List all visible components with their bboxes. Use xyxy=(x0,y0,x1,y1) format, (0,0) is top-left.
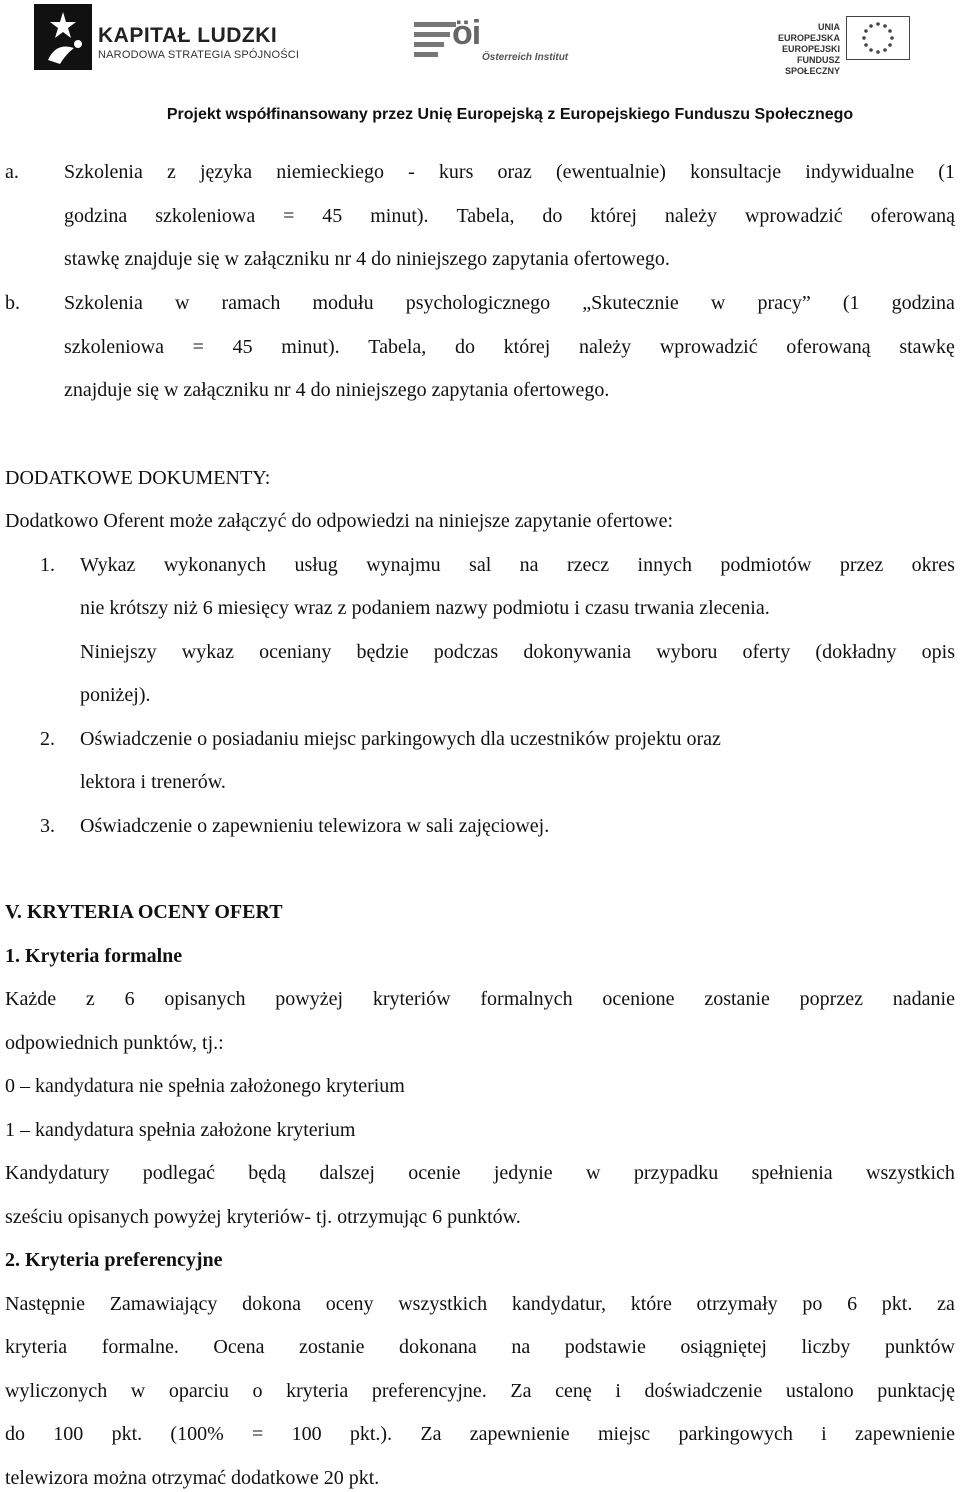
text-line: odpowiednich punktów, tj.: xyxy=(5,1032,224,1054)
text-line: lektora i trenerów. xyxy=(80,771,226,793)
text-line: poniżej). xyxy=(80,684,151,706)
text-line: sześciu opisanych powyżej kryteriów- tj. otrzymując 6 punktów. xyxy=(5,1206,521,1228)
text-line: Oświadczenie o posiadaniu miejsc parkingowych dla uczestników projektu oraz xyxy=(80,728,721,750)
justified-line: do 100 pkt. (100% = 100 pkt.). Za zapewnienie miejsc parkingowych i zapewnienie xyxy=(5,1423,955,1445)
text-line: stawkę znajduje się w załączniku nr 4 do niniejszego zapytania ofertowego. xyxy=(64,248,670,270)
justified-line: godzina szkoleniowa = 45 minut). Tabela, do której należy wprowadzić oferowaną xyxy=(64,205,955,227)
text-line: znajduje się w załączniku nr 4 do niniejszego zapytania ofertowego. xyxy=(64,379,610,401)
eu-logo-text xyxy=(756,22,840,77)
justified-line: Szkolenia z języka niemieckiego - kurs oraz (ewentualnie) konsultacje indywidualne (1 xyxy=(64,161,955,183)
text-line: 1 – kandydatura spełnia założone kryterium xyxy=(5,1119,356,1141)
eu-logo xyxy=(756,16,912,76)
text-line: telewizora można otrzymać dodatkowe 20 pkt. xyxy=(5,1467,380,1489)
subsection-heading: 2. Kryteria preferencyjne xyxy=(5,1249,223,1271)
justified-line: Szkolenia w ramach modułu psychologicznego „Skutecznie w pracy” (1 godzina xyxy=(64,292,955,314)
text-line: nie krótszy niż 6 miesięcy wraz z podaniem nazwy podmiotu i czasu trwania zlecenia. xyxy=(80,597,770,619)
list-number: 1. xyxy=(40,554,55,576)
list-number: 2. xyxy=(40,728,55,750)
section-heading: V. KRYTERIA OCENY OFERT xyxy=(5,901,283,923)
list-number: 3. xyxy=(40,815,55,837)
kapital-ludzki-title: KAPITAŁ LUDZKI xyxy=(98,24,278,47)
eu-line-2: EUROPEJSKI xyxy=(781,44,840,54)
page-header xyxy=(0,0,960,123)
text-line: 0 – kandydatura nie spełnia założonego kryterium xyxy=(5,1075,405,1097)
text-line: Oświadczenie o zapewnieniu telewizora w sali zajęciowej. xyxy=(80,815,550,837)
text-line: Dodatkowo Oferent może załączyć do odpowiedzi na niniejsze zapytanie ofertowe: xyxy=(5,510,674,532)
cofinancing-caption: Projekt współfinansowany przez Unię Europejską z Europejskiego Funduszu Społecznego xyxy=(166,106,854,123)
justified-line: szkoleniowa = 45 minut). Tabela, do której należy wprowadzić oferowaną stawkę xyxy=(64,336,955,358)
oi-caption: Österreich Institut xyxy=(482,52,569,63)
justified-line: wyliczonych w oparciu o kryteria preferencyjne. Za cenę i doświadczenie ustalono punktację xyxy=(5,1380,955,1402)
item-marker: a. xyxy=(5,161,19,183)
eu-flag-icon xyxy=(846,16,910,60)
subsection-heading: 1. Kryteria formalne xyxy=(5,945,183,967)
oi-mark: öi xyxy=(452,14,481,52)
oi-stripes-icon xyxy=(414,22,456,58)
eu-line-3: FUNDUSZ SPOŁECZNY xyxy=(784,55,840,76)
item-marker: b. xyxy=(5,292,20,314)
osterreich-institut-logo xyxy=(414,14,584,64)
justified-line: Każde z 6 opisanych powyżej kryteriów formalnych ocenione zostanie poprzez nadanie xyxy=(5,988,955,1010)
justified-line: Kandydatury podlegać będą dalszej ocenie jedynie w przypadku spełnienia wszystkich xyxy=(5,1162,955,1184)
justified-line: Niniejszy wykaz oceniany będzie podczas dokonywania wyboru oferty (dokładny opis xyxy=(80,641,955,663)
justified-line: Następnie Zamawiający dokona oceny wszystkich kandydatur, które otrzymały po 6 pkt. za xyxy=(5,1293,955,1315)
justified-line: Wykaz wykonanych usług wynajmu sal na rzecz innych podmiotów przez okres xyxy=(80,554,955,576)
kapital-ludzki-emblem-icon xyxy=(34,4,92,70)
eu-line-1: UNIA EUROPEJSKA xyxy=(777,22,840,43)
kapital-ludzki-logo xyxy=(34,4,300,72)
justified-line: kryteria formalne. Ocena zostanie dokonana na podstawie osiągniętej liczby punktów xyxy=(5,1336,955,1358)
kapital-ludzki-subtitle: NARODOWA STRATEGIA SPÓJNOŚCI xyxy=(98,49,300,61)
section-heading: DODATKOWE DOKUMENTY: xyxy=(5,467,271,489)
